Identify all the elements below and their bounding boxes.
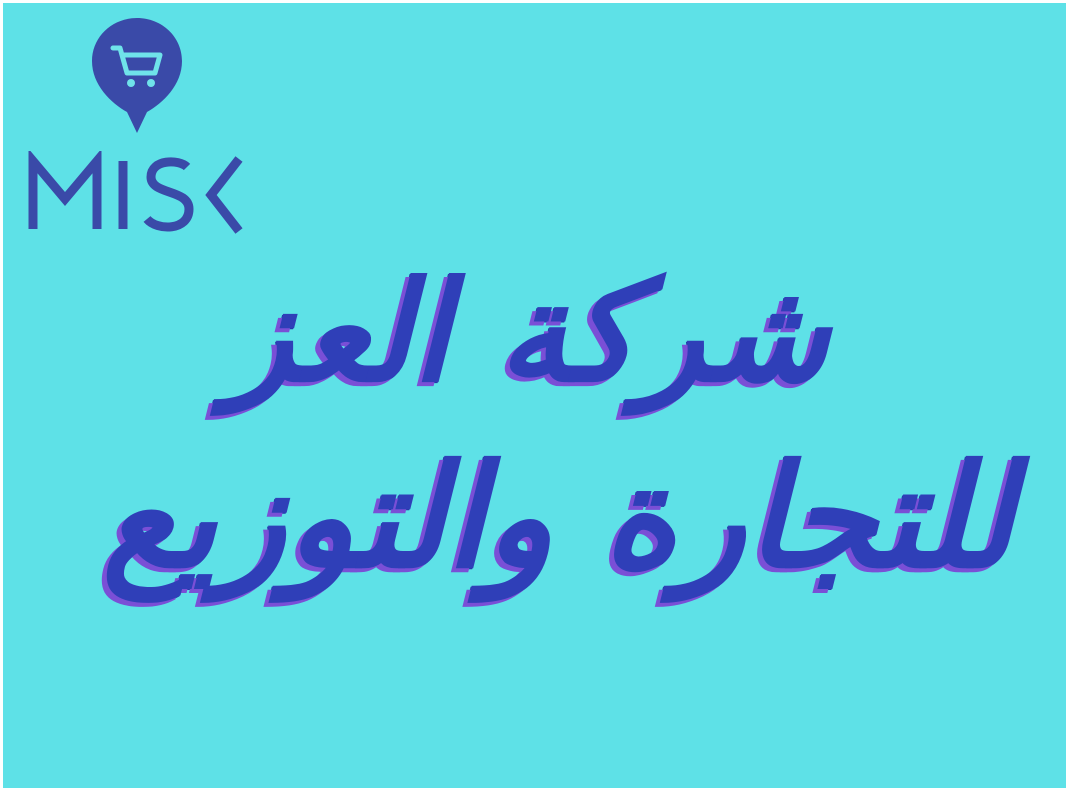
headline-company-name: شركة العز <box>226 252 830 413</box>
logo-letter-s <box>147 162 189 227</box>
location-pin-cart-icon <box>87 15 187 135</box>
banner-canvas <box>3 3 1066 788</box>
logo-letter-m <box>33 161 97 229</box>
company-headline <box>83 233 1033 643</box>
logo-letter-k <box>211 159 239 231</box>
brand-logo <box>27 151 247 235</box>
headline-company-activity: للتجارة والتوزيع <box>102 435 1014 600</box>
